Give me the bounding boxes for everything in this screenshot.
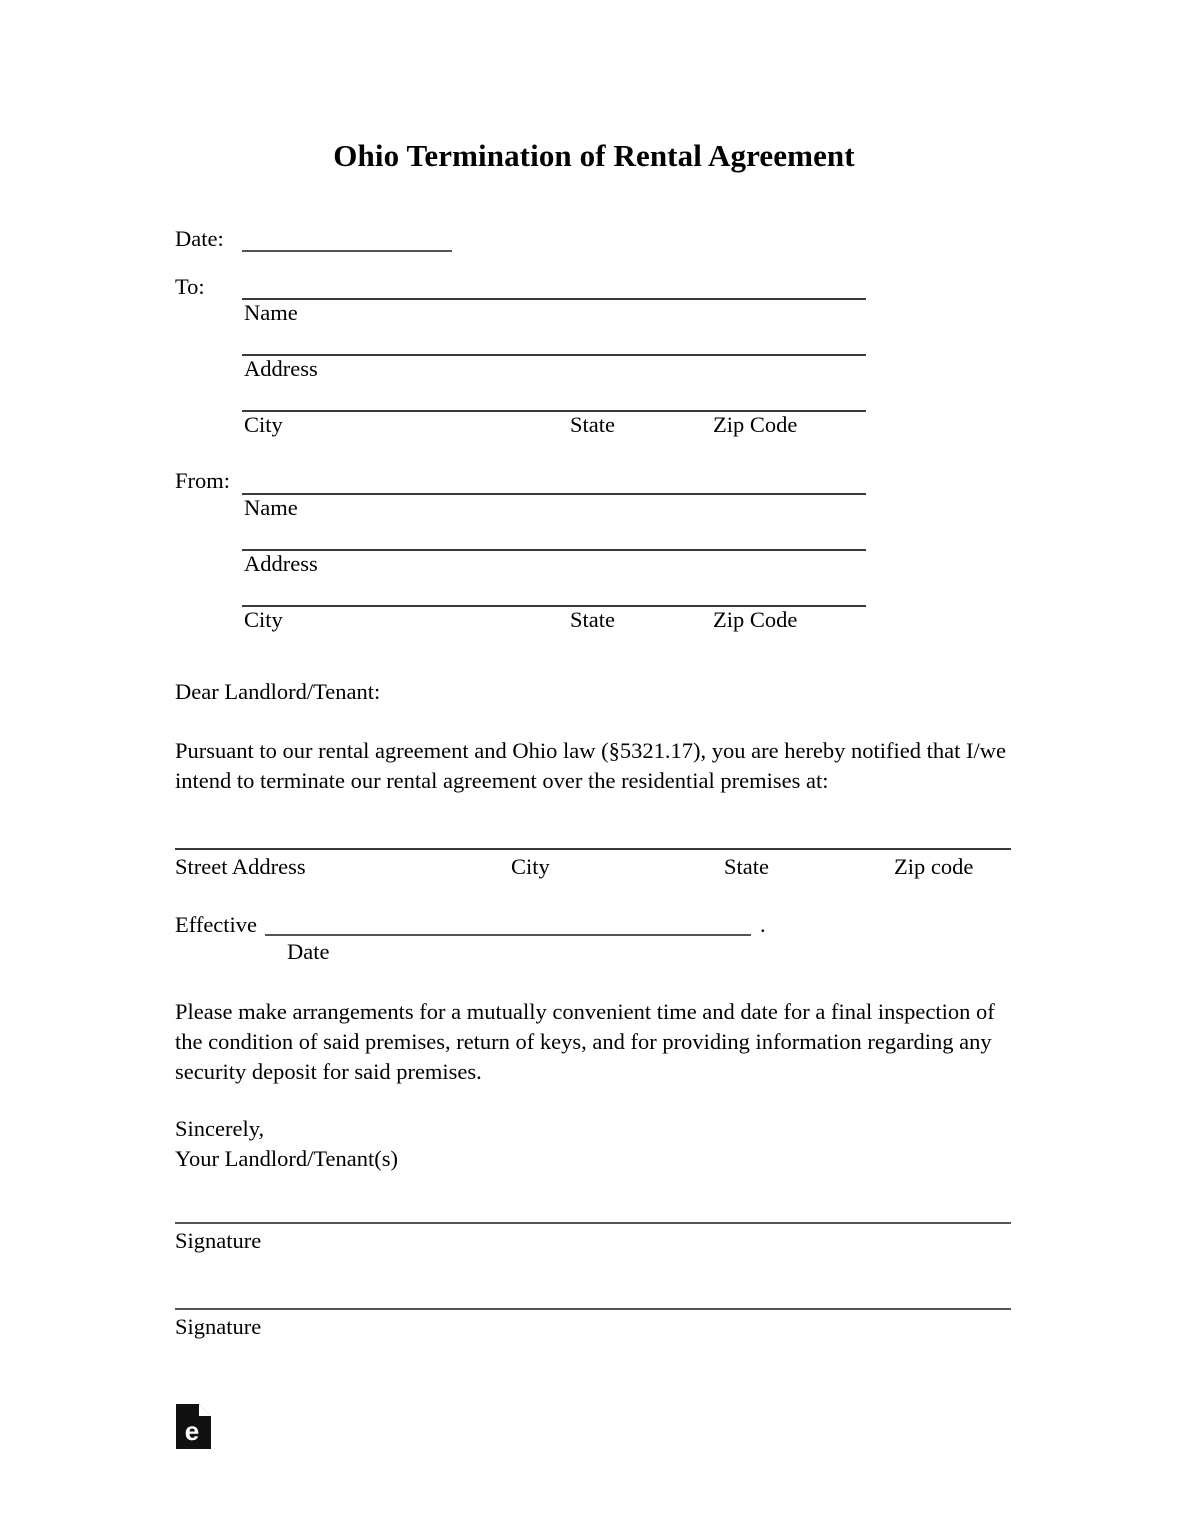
sender-name-label: Name [244, 494, 298, 520]
recipient-address-input-line[interactable] [242, 334, 866, 356]
document-body [175, 0, 1013, 1340]
premises-zip-label: Zip code [894, 853, 974, 879]
recipient-address-block [175, 273, 1013, 447]
premises-address-block [175, 844, 1013, 888]
effective-label: Effective [175, 911, 258, 937]
recipient-address-caption [242, 356, 866, 390]
sender-city-caption [242, 607, 866, 641]
effective-date-caption: Date [287, 939, 330, 965]
signature-input-line-1[interactable] [175, 1218, 1011, 1224]
signature-block-2 [175, 1304, 1013, 1340]
sender-zip-label: Zip Code [713, 606, 798, 632]
sender-address-caption [242, 551, 866, 585]
premises-street-label: Street Address [175, 853, 306, 879]
sender-name-row [175, 470, 1013, 495]
recipient-city-caption [242, 412, 866, 446]
effective-date-row [175, 911, 1013, 937]
recipient-address-label: Address [244, 356, 318, 382]
date-label: Date: [175, 225, 224, 251]
sender-address-label: Address [244, 550, 318, 576]
effective-date-input-line[interactable] [265, 914, 751, 936]
salutation: Dear Landlord/Tenant: [175, 678, 381, 704]
sender-name-input-line[interactable] [242, 473, 866, 495]
recipient-state-label: State [570, 412, 615, 438]
effective-period: . [760, 911, 766, 937]
date-input-line[interactable] [242, 231, 452, 252]
body-paragraph-1: Pursuant to our rental agreement and Ohio law (§5321.17), you are hereby notified that I/we intend to terminate our rental agreement over the residential premises at: [175, 738, 1006, 794]
sender-address-input-line[interactable] [242, 529, 866, 551]
sender-state-label: State [570, 606, 615, 632]
recipient-city-row [242, 390, 1013, 412]
sender-address-block [175, 470, 1013, 641]
closing-line-1: Sincerely, [175, 1116, 265, 1142]
sender-city-label: City [244, 606, 283, 632]
sender-city-input-line[interactable] [242, 585, 866, 607]
premises-input-line[interactable] [175, 844, 1011, 850]
recipient-city-label: City [244, 412, 283, 438]
premises-state-label: State [724, 853, 769, 879]
sender-prefix-label: From: [175, 468, 231, 494]
date-field-row [175, 226, 1013, 252]
premises-caption [175, 854, 1011, 888]
recipient-name-row [175, 273, 1013, 301]
signature-label-1: Signature [175, 1227, 262, 1253]
page-title: Ohio Termination of Rental Agreement [333, 138, 855, 173]
recipient-city-input-line[interactable] [242, 390, 866, 412]
closing-block [175, 1114, 1013, 1173]
logo-letter: e [184, 1416, 200, 1446]
document-page-icon [176, 1404, 211, 1449]
premises-city-label: City [511, 853, 550, 879]
recipient-prefix-label: To: [175, 273, 205, 299]
sender-name-caption [242, 495, 866, 529]
signature-block-1 [175, 1218, 1013, 1254]
recipient-name-input-line[interactable] [242, 278, 866, 300]
closing-line-2: Your Landlord/Tenant(s) [175, 1145, 398, 1171]
sender-city-row [242, 585, 1013, 607]
signature-input-line-2[interactable] [175, 1304, 1011, 1310]
recipient-name-caption [242, 300, 866, 334]
recipient-zip-label: Zip Code [713, 412, 798, 438]
recipient-name-label: Name [244, 300, 298, 326]
eforms-logo [176, 1404, 211, 1449]
body-paragraph-2: Please make arrangements for a mutually convenient time and date for a final inspection of the condition of said premises, return of keys, and for providing information regarding any security deposit for said premises. [175, 999, 995, 1084]
sender-address-row [242, 529, 1013, 551]
recipient-address-row [242, 334, 1013, 356]
signature-label-2: Signature [175, 1313, 262, 1339]
